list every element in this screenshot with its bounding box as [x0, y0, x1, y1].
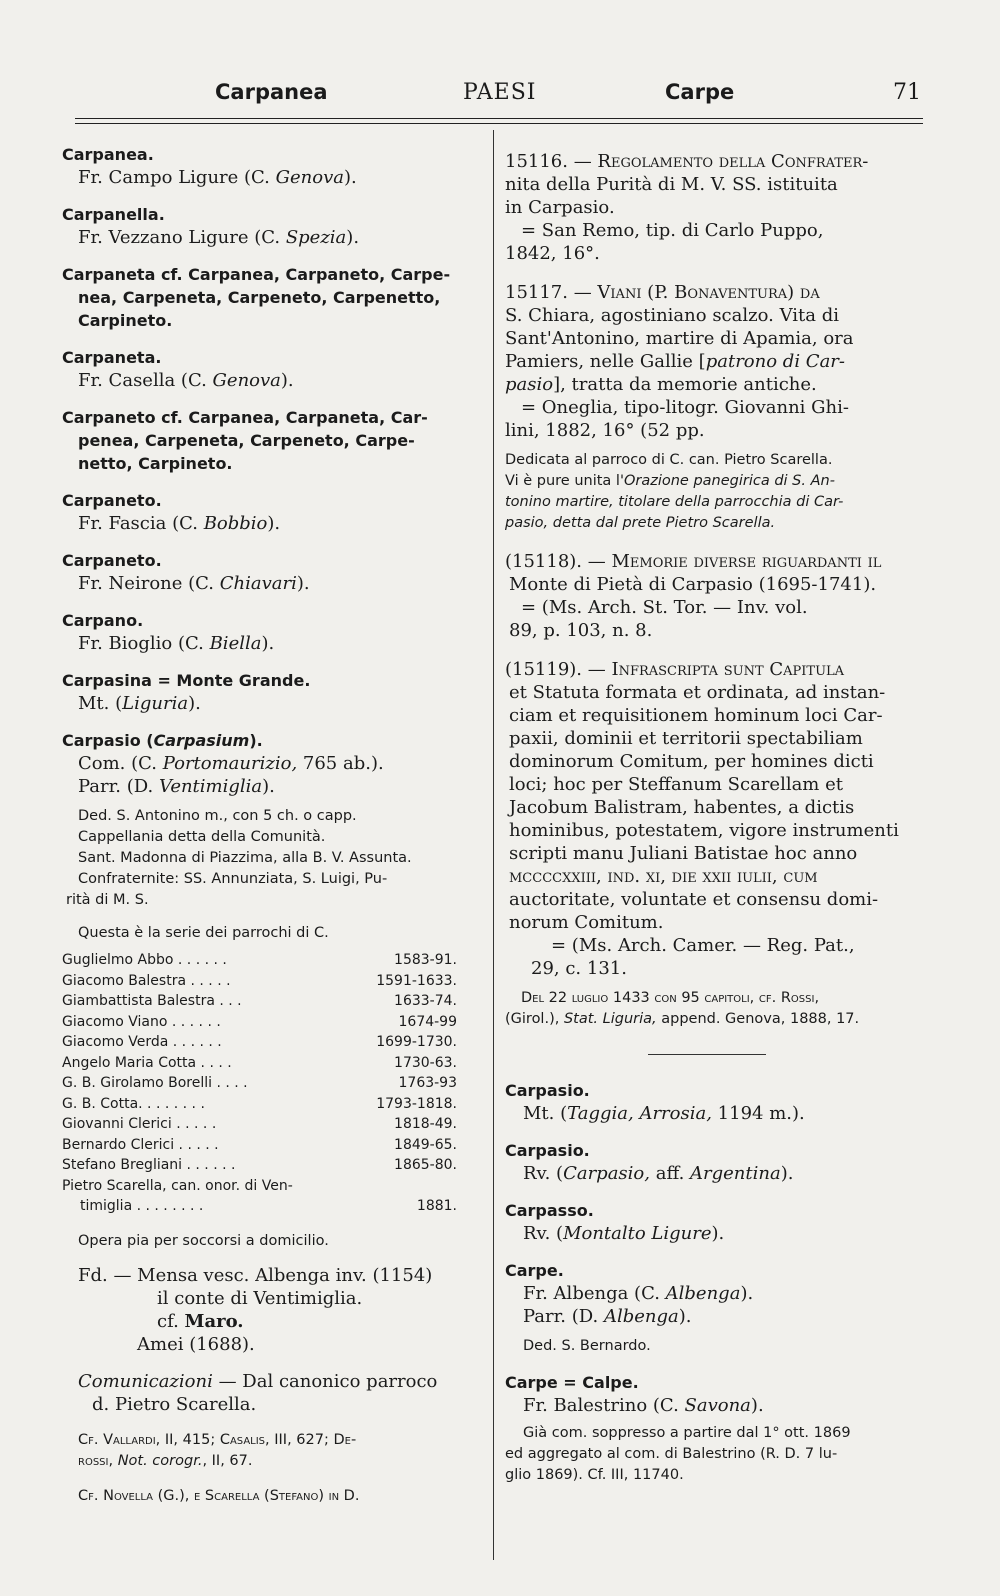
- entry: [62, 549, 467, 595]
- entry-line: Comunicazioni — Dal canonico parroco: [78, 1370, 438, 1392]
- reference-line: rossi, Not. corogr., II, 67.: [78, 1452, 253, 1469]
- list-item: Giacomo Viano . . . . . . 1674-99: [62, 1013, 457, 1030]
- note-line: Ded. S. Antonino m., con 5 ch. o capp.: [78, 808, 357, 824]
- entry-line: Monte di Pietà di Carpasio (1695-1741).: [509, 574, 877, 595]
- list-item: Giovanni Clerici . . . . . 1818-49.: [62, 1116, 457, 1132]
- entry-heading: Carpaneto cf. Carpanea, Carpaneta, Car-: [62, 408, 428, 427]
- entry-line: Fr. Balestrino (C. Savona).: [523, 1395, 764, 1416]
- entry-heading: Carpanella.: [62, 205, 165, 224]
- column-divider: [493, 130, 494, 1560]
- entry-line: Fd. — Mensa vesc. Albenga inv. (1154): [78, 1264, 433, 1286]
- entry-heading: netto, Carpineto.: [78, 454, 233, 473]
- entry-line: Jacobum Balistram, habentes, a dictis: [509, 797, 855, 818]
- entry-heading: Carpaneto.: [62, 491, 162, 510]
- entry-line: Rv. (Carpasio, aff. Argentina).: [523, 1163, 794, 1184]
- list-item: timiglia . . . . . . . . 1881.: [80, 1198, 457, 1214]
- entry-line: Sant'Antonino, martire di Apamia, ora: [505, 328, 854, 349]
- running-head-left: Carpanea: [215, 80, 328, 104]
- note-line: Questa è la serie dei parrochi di C.: [78, 925, 329, 941]
- entry-line: Fr. Vezzano Ligure (C. Spezia).: [78, 227, 360, 248]
- note-line: Del 22 luglio 1433 con 95 capitoli, cf. Rossi,: [521, 990, 820, 1006]
- entry: [505, 1259, 925, 1357]
- entry-line: (15119). — Infrascripta sunt Capitula: [505, 659, 845, 680]
- entry-line: Parr. (D. Ventimiglia).: [78, 776, 275, 797]
- entry-line: Com. (C. Portomaurizio, 765 ab.).: [78, 753, 384, 774]
- entry: [62, 669, 467, 715]
- entry: [62, 203, 467, 249]
- entry-heading: Carpano.: [62, 611, 144, 630]
- entry-line: 1842, 16°.: [505, 243, 600, 264]
- entry-line: il conte di Ventimiglia.: [157, 1287, 363, 1309]
- list-item: Giambattista Balestra . . . 1633-74.: [62, 993, 457, 1009]
- running-head-center: PAESI: [463, 80, 537, 105]
- entry-line: lini, 1882, 16° (52 pp.: [505, 420, 705, 441]
- entry: [505, 1371, 925, 1486]
- note-line: Sant. Madonna di Piazzima, alla B. V. Assunta.: [78, 850, 412, 866]
- bibliography-item: [505, 658, 925, 1030]
- note-line: ed aggregato al com. di Balestrino (R. D. 7 lu-: [505, 1446, 838, 1462]
- entry-line: Fr. Campo Ligure (C. Genova).: [78, 167, 357, 188]
- note-line: Già com. soppresso a partire dal 1° ott. 1869: [523, 1425, 851, 1441]
- entry-heading: Carpe.: [505, 1261, 564, 1280]
- entry: [505, 1079, 925, 1125]
- communications-block: [62, 1370, 467, 1416]
- page-number: 71: [893, 80, 921, 105]
- entry-line: = San Remo, tip. di Carlo Puppo,: [521, 220, 824, 241]
- list-item: Guglielmo Abbo . . . . . . 1583-91.: [62, 952, 457, 968]
- list-item: Bernardo Clerici . . . . . 1849-65.: [62, 1136, 457, 1153]
- reference-line: Cf. Novella (G.), e Scarella (Stefano) in D.: [78, 1487, 360, 1504]
- entry-line: = (Ms. Arch. Camer. — Reg. Pat.,: [551, 935, 855, 956]
- entry-line: S. Chiara, agostiniano scalzo. Vita di: [505, 305, 839, 326]
- entry-line: nita della Purità di M. V. SS. istituita: [505, 174, 838, 195]
- entry: [62, 609, 467, 655]
- entry: [62, 263, 467, 332]
- note-line: Vi è pure unita l'Orazione panegirica di S. An-: [505, 473, 835, 489]
- entry-line: Fr. Casella (C. Genova).: [78, 370, 294, 391]
- bibliography-item: [505, 281, 925, 534]
- note-line: Ded. S. Bernardo.: [523, 1338, 651, 1354]
- entry-line: Fr. Albenga (C. Albenga).: [523, 1283, 754, 1304]
- foundation-block: [62, 1264, 467, 1356]
- entry-line: scripti manu Juliani Batistae hoc anno: [509, 843, 858, 864]
- entry-heading: Carpaneta cf. Carpanea, Carpaneto, Carpe-: [62, 265, 451, 284]
- note-line: Confraternite: SS. Annunziata, S. Luigi, Pu-: [78, 871, 388, 887]
- note-line: glio 1869). Cf. III, 11740.: [505, 1467, 684, 1483]
- entry-line: Fr. Neirone (C. Chiavari).: [78, 573, 310, 594]
- entry-heading: penea, Carpeneta, Carpeneto, Carpe-: [78, 431, 415, 450]
- note-line: Dedicata al parroco di C. can. Pietro Scarella.: [505, 452, 833, 468]
- entry-carpasio: [62, 729, 467, 944]
- entry-line: Rv. (Montalto Ligure).: [523, 1223, 725, 1244]
- entry: [62, 346, 467, 392]
- entry-heading: Carpineto.: [78, 311, 173, 330]
- list-item: Angelo Maria Cotta . . . . 1730-63.: [62, 1054, 457, 1071]
- entry-line: paxii, dominii et territorii spectabiliam: [509, 728, 863, 749]
- entry-heading: Carpasio (Carpasium).: [62, 731, 263, 750]
- right-column: [505, 150, 925, 1500]
- entry: [62, 406, 467, 475]
- reference-line: Cf. Vallardi, II, 415; Casalis, III, 627; De-: [78, 1431, 357, 1448]
- list-item: Giacomo Balestra . . . . . 1591-1633.: [62, 972, 457, 989]
- entry-line: 89, p. 103, n. 8.: [509, 620, 653, 641]
- list-item: G. B. Girolamo Borelli . . . . 1763-93: [62, 1075, 457, 1091]
- opera-pia-note: Opera pia per soccorsi a domicilio.: [78, 1232, 329, 1249]
- entry-heading: Carpasio.: [505, 1141, 590, 1160]
- entry-line: hominibus, potestatem, vigore instrumenti: [509, 820, 899, 841]
- entry-line: auctoritate, voluntate et consensu domi-: [509, 889, 879, 910]
- entry-line: Pamiers, nelle Gallie [patrono di Car-: [505, 351, 845, 372]
- entry-heading: Carpasso.: [505, 1201, 594, 1220]
- entry-line: = (Ms. Arch. St. Tor. — Inv. vol.: [521, 597, 808, 618]
- entry-line: = Oneglia, tipo-litogr. Giovanni Ghi-: [521, 397, 849, 418]
- bibliography-item: [505, 550, 925, 642]
- parish-priests-list: [62, 950, 457, 1217]
- entry-line: norum Comitum.: [509, 912, 664, 933]
- note-line: (Girol.), Stat. Liguria, append. Genova, 1888, 17.: [505, 1011, 860, 1027]
- entry-line: ciam et requisitionem hominum loci Car-: [509, 705, 883, 726]
- header-rule-second: [75, 123, 923, 124]
- note-line: tonino martire, titolare della parrocchia di Car-: [505, 494, 844, 510]
- entry-heading: nea, Carpeneta, Carpeneto, Carpenetto,: [78, 288, 441, 307]
- entry-line: 29, c. 131.: [531, 958, 627, 979]
- note-line: Cappellania detta della Comunità.: [78, 829, 326, 845]
- references-block: [62, 1430, 467, 1507]
- entry-line: Fr. Bioglio (C. Biella).: [78, 633, 275, 654]
- entry: [62, 143, 467, 189]
- entry-heading: Carpasio.: [505, 1081, 590, 1100]
- entry-heading: Carpaneta.: [62, 348, 162, 367]
- header-rule: [75, 118, 923, 119]
- entry: [505, 1199, 925, 1245]
- list-item: Giacomo Verda . . . . . . 1699-1730.: [62, 1034, 457, 1050]
- entry-line: d. Pietro Scarella.: [92, 1393, 257, 1415]
- section-separator: [648, 1054, 766, 1055]
- entry-line: in Carpasio.: [505, 197, 615, 218]
- running-head-right: Carpe: [665, 80, 735, 104]
- entry-heading: Carpe = Calpe.: [505, 1373, 639, 1392]
- entry-line: Amei (1688).: [137, 1333, 255, 1355]
- entry-line: 15117. — Viani (P. Bonaventura) da: [505, 282, 820, 303]
- entry: [505, 1139, 925, 1185]
- entry-line: mccccxxiii, ind. xi, die xxii iulii, cum: [509, 866, 818, 887]
- note-line: rità di M. S.: [66, 892, 149, 908]
- entry-heading: Carpasina = Monte Grande.: [62, 671, 311, 690]
- entry-line: (15118). — Memorie diverse riguardanti il: [505, 551, 882, 572]
- entry-line: Mt. (Taggia, Arrosia, 1194 m.).: [523, 1103, 805, 1124]
- entry-line: et Statuta formata et ordinata, ad instan-: [509, 682, 886, 703]
- entry-line: pasio], tratta da memorie antiche.: [505, 374, 817, 395]
- entry-line: Mt. (Liguria).: [78, 693, 201, 714]
- entry-line: cf. Maro.: [157, 1310, 244, 1332]
- entry-line: dominorum Comitum, per homines dicti: [509, 751, 874, 772]
- entry-line: Fr. Fascia (C. Bobbio).: [78, 513, 281, 534]
- left-column: [62, 143, 467, 1507]
- entry-line: Parr. (D. Albenga).: [523, 1306, 692, 1327]
- list-item: Stefano Bregliani . . . . . . 1865-80.: [62, 1157, 457, 1173]
- note-line: pasio, detta dal prete Pietro Scarella.: [505, 515, 776, 531]
- list-item: Pietro Scarella, can. onor. di Ven-: [62, 1177, 293, 1194]
- list-item: G. B. Cotta. . . . . . . . 1793-1818.: [62, 1095, 457, 1112]
- entry-heading: Carpaneto.: [62, 551, 162, 570]
- bibliography-item: [505, 150, 925, 265]
- entry-line: 15116. — Regolamento della Confrater-: [505, 151, 869, 172]
- entry: [62, 489, 467, 535]
- entry-heading: Carpanea.: [62, 145, 154, 164]
- entry-line: loci; hoc per Steffanum Scarellam et: [509, 774, 843, 795]
